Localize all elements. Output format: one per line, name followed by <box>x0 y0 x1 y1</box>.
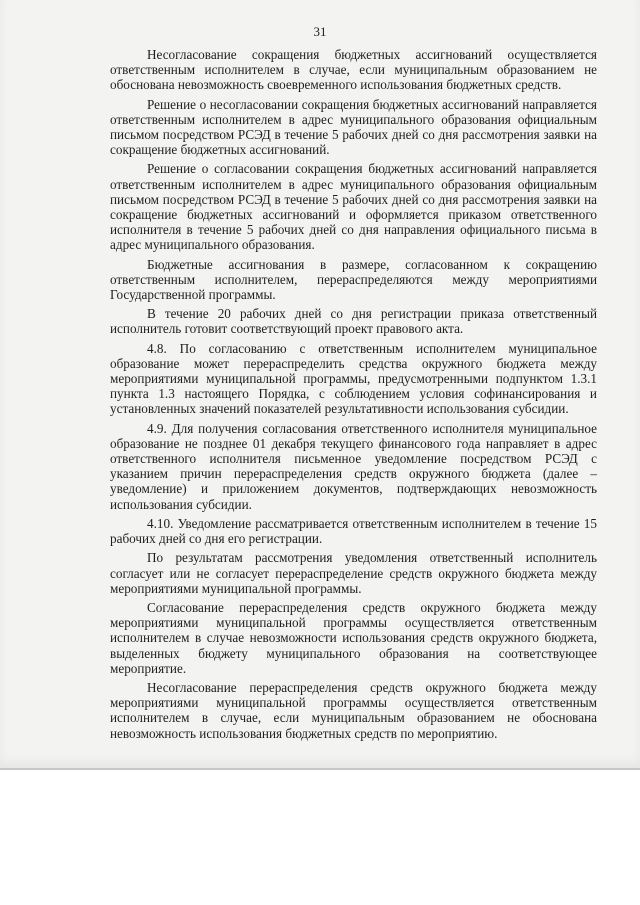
document-body <box>110 47 597 745</box>
paragraph: Несогласование перераспределения средств окружного бюджета между мероприятиями муниципальной программы осуществляется ответственным исполнителем в случае, если муниципальным образованием не обоснована невозможность использования бюджетных средств по мероприятию. <box>110 679 597 741</box>
paragraph: Несогласование сокращения бюджетных ассигнований осуществляется ответственным исполнителем в случае, если муниципальным образованием не обоснована невозможность своевременного использования бюджетных средств. <box>110 47 597 93</box>
paragraph: В течение 20 рабочих дней со дня регистрации приказа ответственный исполнитель готовит соответствующий проект правового акта. <box>110 306 597 337</box>
paragraph: По результатам рассмотрения уведомления ответственный исполнитель согласует или не согласует перераспределение средств окружного бюджета между мероприятиями муниципальной программы. <box>110 550 597 596</box>
paragraph: Решение о несогласовании сокращения бюджетных ассигнований направляется ответственным исполнителем в адрес муниципального образования официальным письмом посредством РСЭД в течение 5 рабочих дней со дня рассмотрения заявки на сокращение бюджетных ассигнований. <box>110 96 597 158</box>
paragraph: Согласование перераспределения средств окружного бюджета между мероприятиями муниципальной программы осуществляется ответственным исполнителем в случае невозможности использования средств окружного бюджета, выделенных бюджету муниципального образования на соответствующее мероприятие. <box>110 599 597 676</box>
paragraph: Бюджетные ассигнования в размере, согласованном к сокращению ответственным исполнителем, перераспределяются между мероприятиями Государственной программы. <box>110 256 597 303</box>
paragraph-4-9: 4.9. Для получения согласования ответственного исполнителя муниципальное образование не позднее 01 декабря текущего финансового года направляет в адрес ответственного исполнителя письменное уведомление посредством РСЭД с указанием причин перераспределения средств окружного бюджета (далее – уведомление) и приложением документов, подтверждающих невозможность использования субсидии. <box>110 420 597 512</box>
paragraph-4-10: 4.10. Уведомление рассматривается ответственным исполнителем в течение 15 рабочих дней со дня его регистрации. <box>110 515 597 547</box>
page-number: 31 <box>313 24 327 39</box>
paragraph: Решение о согласовании сокращения бюджетных ассигнований направляется ответственным исполнителем в адрес муниципального образования официальным письмом посредством РСЭД в течение 5 рабочих дней со дня рассмотрения заявки на сокращение бюджетных ассигнований и оформляется приказом ответственного исполнителя в течение 5 рабочих дней со дня направления официального письма в адрес муниципального образования. <box>110 161 597 253</box>
paragraph-4-8: 4.8. По согласованию с ответственным исполнителем муниципальное образование может перераспределить средства окружного бюджета между мероприятиями муниципальной программы, предусмотренными подпунктом 1.3.1 пункта 1.3 настоящего Порядка, с соблюдением условия софинансирования и установленных значений показателей результативности использования субсидии. <box>110 340 597 417</box>
